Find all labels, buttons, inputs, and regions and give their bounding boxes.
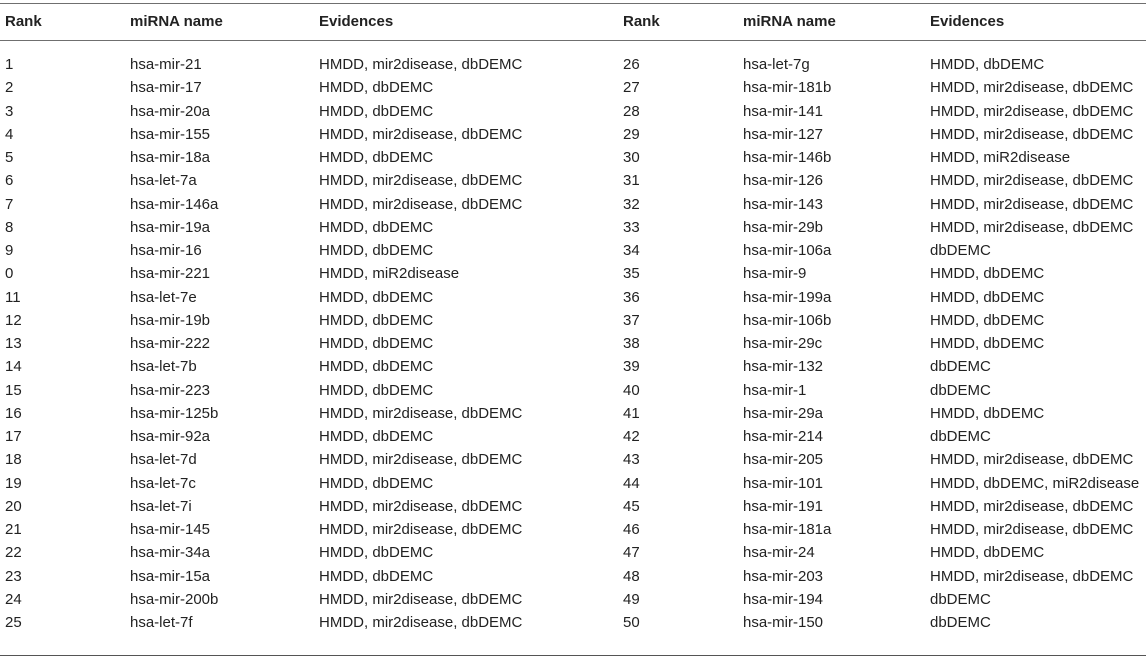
cell-evidences-left: HMDD, miR2disease [319,265,460,283]
cell-rank-left: 6 [5,172,14,190]
cell-rank-right: 31 [623,172,640,190]
cell-rank-left: 19 [5,474,22,492]
cell-mirna-name-left: hsa-mir-16 [130,242,202,259]
cell-rank-right: 34 [623,242,640,259]
header-rank-left: Rank [5,13,42,30]
header-mirna-name-right: miRNA name [743,13,836,30]
cell-mirna-name-left: hsa-let-7f [130,614,193,631]
cell-evidences-left: HMDD, dbDEMC [319,311,434,329]
cell-mirna-name-left: hsa-mir-92a [130,428,211,445]
cell-evidences-left: HMDD, dbDEMC [319,218,434,236]
cell-rank-right: 36 [623,288,640,306]
cell-rank-left: 21 [5,521,22,538]
cell-rank-right: 43 [623,451,640,469]
cell-evidences-right: HMDD, dbDEMC [930,265,1045,283]
header-evidences-left: Evidences [319,13,394,30]
cell-mirna-name-left: hsa-mir-21 [130,56,202,73]
cell-rank-left: 5 [5,149,14,166]
cell-rank-left: 20 [5,497,22,515]
cell-evidences-right: HMDD, mir2disease, dbDEMC [930,497,1134,515]
cell-evidences-left: HMDD, dbDEMC [319,335,434,352]
cell-mirna-name-left: hsa-mir-15a [130,567,211,585]
table-top-rule [0,3,1146,4]
cell-rank-left: 16 [5,404,22,422]
cell-evidences-left: HMDD, dbDEMC [319,149,434,166]
cell-mirna-name-right: hsa-mir-24 [743,544,815,562]
cell-evidences-left: HMDD, mir2disease, dbDEMC [319,172,523,190]
cell-rank-left: 13 [5,335,22,352]
cell-rank-left: 12 [5,311,22,329]
cell-mirna-name-right: hsa-mir-194 [743,590,824,608]
cell-mirna-name-left: hsa-mir-223 [130,381,211,399]
cell-mirna-name-right: hsa-mir-106a [743,242,832,259]
cell-rank-right: 29 [623,125,640,143]
cell-evidences-right: HMDD, dbDEMC [930,544,1045,562]
cell-mirna-name-right: hsa-mir-205 [743,451,824,469]
cell-mirna-name-right: hsa-mir-203 [743,567,824,585]
cell-evidences-right: dbDEMC [930,614,991,631]
cell-mirna-name-right: hsa-mir-127 [743,125,824,143]
cell-mirna-name-left: hsa-let-7b [130,358,197,376]
cell-evidences-left: HMDD, dbDEMC [319,358,434,376]
cell-evidences-left: HMDD, dbDEMC [319,567,434,585]
cell-mirna-name-left: hsa-mir-222 [130,335,211,352]
cell-evidences-left: HMDD, dbDEMC [319,428,434,445]
cell-evidences-left: HMDD, dbDEMC [319,102,434,120]
cell-rank-right: 45 [623,497,640,515]
cell-evidences-left: HMDD, mir2disease, dbDEMC [319,590,523,608]
cell-evidences-right: HMDD, miR2disease [930,149,1071,166]
cell-rank-right: 41 [623,404,640,422]
cell-evidences-right: HMDD, mir2disease, dbDEMC [930,567,1134,585]
cell-mirna-name-left: hsa-let-7i [130,497,192,515]
cell-mirna-name-left: hsa-mir-19b [130,311,211,329]
cell-rank-left: 8 [5,218,14,236]
cell-mirna-name-left: hsa-mir-18a [130,149,211,166]
cell-mirna-name-left: hsa-mir-146a [130,195,219,213]
cell-mirna-name-left: hsa-mir-145 [130,521,211,538]
cell-mirna-name-right: hsa-mir-101 [743,474,824,492]
cell-evidences-left: HMDD, dbDEMC [319,544,434,562]
cell-rank-left: 17 [5,428,22,445]
cell-rank-left: 9 [5,242,14,259]
cell-mirna-name-left: hsa-mir-221 [130,265,211,283]
cell-mirna-name-right: hsa-mir-143 [743,195,824,213]
cell-evidences-left: HMDD, mir2disease, dbDEMC [319,404,523,422]
cell-rank-right: 49 [623,590,640,608]
cell-rank-right: 27 [623,79,640,97]
cell-mirna-name-right: hsa-mir-9 [743,265,807,283]
cell-rank-right: 38 [623,335,640,352]
cell-evidences-right: HMDD, dbDEMC [930,56,1045,73]
cell-mirna-name-right: hsa-mir-29b [743,218,824,236]
cell-rank-left: 4 [5,125,14,143]
cell-mirna-name-left: hsa-let-7a [130,172,197,190]
cell-rank-left: 25 [5,614,22,631]
header-mirna-name-left: miRNA name [130,13,223,30]
cell-rank-right: 30 [623,149,640,166]
cell-evidences-left: HMDD, mir2disease, dbDEMC [319,125,523,143]
cell-evidences-right: HMDD, mir2disease, dbDEMC [930,172,1134,190]
cell-mirna-name-right: hsa-mir-181b [743,79,832,97]
cell-mirna-name-left: hsa-mir-200b [130,590,219,608]
cell-evidences-right: HMDD, mir2disease, dbDEMC [930,195,1134,213]
header-evidences-right: Evidences [930,13,1005,30]
cell-evidences-left: HMDD, dbDEMC [319,242,434,259]
cell-rank-right: 37 [623,311,640,329]
cell-evidences-left: HMDD, mir2disease, dbDEMC [319,451,523,469]
cell-rank-right: 33 [623,218,640,236]
cell-mirna-name-right: hsa-mir-29a [743,404,824,422]
cell-rank-right: 47 [623,544,640,562]
cell-rank-left: 24 [5,590,22,608]
cell-rank-right: 35 [623,265,640,283]
cell-rank-left: 11 [5,288,21,306]
cell-mirna-name-left: hsa-let-7c [130,474,196,492]
cell-evidences-left: HMDD, mir2disease, dbDEMC [319,497,523,515]
cell-rank-right: 42 [623,428,640,445]
cell-evidences-left: HMDD, dbDEMC [319,474,434,492]
cell-rank-left: 22 [5,544,22,562]
cell-mirna-name-left: hsa-mir-34a [130,544,211,562]
cell-rank-left: 7 [5,195,14,213]
cell-evidences-right: HMDD, mir2disease, dbDEMC [930,79,1134,97]
cell-evidences-right: HMDD, mir2disease, dbDEMC [930,521,1134,538]
table-header-rule [0,40,1146,41]
cell-rank-right: 39 [623,358,640,376]
cell-mirna-name-right: hsa-mir-29c [743,335,823,352]
cell-rank-right: 32 [623,195,640,213]
cell-mirna-name-right: hsa-mir-132 [743,358,824,376]
cell-rank-right: 48 [623,567,640,585]
cell-mirna-name-left: hsa-mir-20a [130,102,211,120]
cell-mirna-name-right: hsa-mir-141 [743,102,824,120]
cell-evidences-right: dbDEMC [930,381,991,399]
cell-evidences-right: dbDEMC [930,590,991,608]
cell-mirna-name-right: hsa-mir-126 [743,172,824,190]
cell-mirna-name-right: hsa-mir-1 [743,381,807,399]
cell-mirna-name-left: hsa-mir-125b [130,404,219,422]
cell-evidences-right: HMDD, mir2disease, dbDEMC [930,451,1134,469]
cell-evidences-right: HMDD, dbDEMC [930,404,1045,422]
cell-evidences-right: dbDEMC [930,428,991,445]
cell-mirna-name-right: hsa-mir-106b [743,311,832,329]
table-bottom-rule [0,655,1146,656]
cell-rank-left: 14 [5,358,22,376]
cell-evidences-right: HMDD, mir2disease, dbDEMC [930,218,1134,236]
cell-mirna-name-right: hsa-let-7g [743,56,810,73]
cell-mirna-name-right: hsa-mir-146b [743,149,832,166]
cell-evidences-left: HMDD, mir2disease, dbDEMC [319,614,523,631]
cell-evidences-right: HMDD, dbDEMC [930,311,1045,329]
cell-rank-right: 40 [623,381,640,399]
cell-rank-left: 23 [5,567,22,585]
cell-rank-left: 0 [5,265,14,283]
cell-evidences-right: dbDEMC [930,242,991,259]
cell-evidences-left: HMDD, dbDEMC [319,288,434,306]
cell-mirna-name-left: hsa-let-7e [130,288,197,306]
cell-mirna-name-right: hsa-mir-199a [743,288,832,306]
cell-rank-right: 28 [623,102,640,120]
cell-evidences-left: HMDD, dbDEMC [319,381,434,399]
cell-rank-right: 44 [623,474,640,492]
cell-evidences-left: HMDD, dbDEMC [319,79,434,97]
cell-rank-left: 1 [5,56,14,73]
cell-evidences-right: HMDD, dbDEMC [930,335,1045,352]
header-rank-right: Rank [623,13,660,30]
cell-mirna-name-right: hsa-mir-214 [743,428,824,445]
cell-evidences-left: HMDD, mir2disease, dbDEMC [319,521,523,538]
cell-mirna-name-right: hsa-mir-150 [743,614,824,631]
cell-rank-left: 2 [5,79,14,97]
cell-evidences-right: HMDD, dbDEMC [930,288,1045,306]
cell-mirna-name-right: hsa-mir-181a [743,521,832,538]
cell-rank-left: 15 [5,381,22,399]
cell-evidences-left: HMDD, mir2disease, dbDEMC [319,195,523,213]
cell-rank-right: 46 [623,521,640,538]
cell-evidences-right: dbDEMC [930,358,991,376]
cell-mirna-name-left: hsa-let-7d [130,451,197,469]
cell-evidences-right: HMDD, dbDEMC, miR2disease [930,474,1140,492]
cell-mirna-name-left: hsa-mir-17 [130,79,202,97]
cell-mirna-name-right: hsa-mir-191 [743,497,824,515]
cell-mirna-name-left: hsa-mir-19a [130,218,211,236]
cell-evidences-right: HMDD, mir2disease, dbDEMC [930,125,1134,143]
cell-rank-right: 26 [623,56,640,73]
cell-evidences-left: HMDD, mir2disease, dbDEMC [319,56,523,73]
cell-evidences-right: HMDD, mir2disease, dbDEMC [930,102,1134,120]
cell-rank-left: 18 [5,451,22,469]
cell-rank-right: 50 [623,614,640,631]
cell-mirna-name-left: hsa-mir-155 [130,125,211,143]
cell-rank-left: 3 [5,102,14,120]
